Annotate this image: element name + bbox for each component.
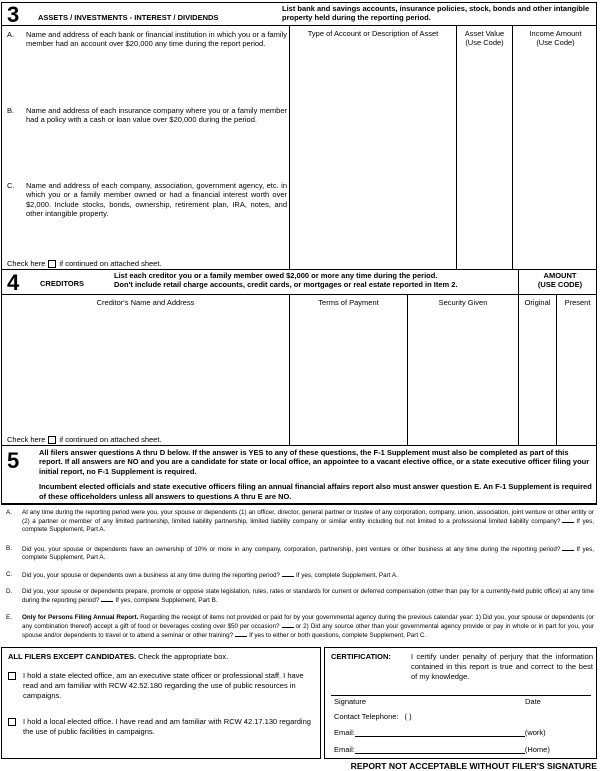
question-letter: A. (6, 509, 12, 516)
question-text (22, 588, 594, 605)
question-text (22, 509, 594, 535)
section4-instructions (114, 271, 519, 290)
section5-instructions (39, 448, 594, 507)
question-body: Did you, your spouse or dependents own a business at any time during the reporting period? (22, 572, 280, 579)
item-letter: A. (7, 30, 15, 39)
item-letter: B. (7, 106, 15, 115)
question-letter: B. (6, 545, 12, 552)
option-text: I hold a local elected office. I have read and am familiar with RCW 42.17.130 regarding the use of public facilities in campaigns. (23, 717, 311, 736)
section5-header (2, 446, 596, 504)
question-text (22, 614, 594, 641)
asset-item-c (7, 181, 287, 219)
question-bold: Only for Persons Filing Annual Report. (22, 614, 139, 621)
section3-number: 3 (7, 2, 20, 27)
answer-blank-1[interactable] (282, 622, 294, 628)
divider (407, 295, 408, 445)
instruction-line: List each creditor you or a family member owed $2,000 or more any time during the period. (114, 271, 438, 280)
filer-option-local (8, 717, 316, 737)
filers-title-bold: ALL FILERS EXCEPT CANDIDATES. (8, 652, 137, 661)
asset-item-a (7, 30, 287, 49)
amount-label: AMOUNT (543, 271, 577, 280)
col-value-header: Asset Value (Use Code) (464, 29, 505, 48)
col-terms-header: Terms of Payment (318, 298, 379, 307)
section3-instructions: List bank and savings accounts, insurance policies, stock, bonds and other intangible property held during the reporting period. (282, 4, 590, 22)
asset-item-b (7, 106, 287, 125)
divider (456, 26, 457, 269)
question-c (6, 571, 594, 580)
signature-label: Signature (334, 697, 367, 706)
check-here-label: Check here (7, 259, 46, 268)
filer-option-state (8, 671, 316, 700)
question-mid: or 2) Did any source other than your governmental agency provide or pay in whole or in part for you, your spouse and/or dependents to travel or to attend a seminar or other training? (22, 623, 594, 640)
instruction-line: Don't include retail charge accounts, credit cards, or mortgages or real estate reported in Item 2. (114, 280, 458, 290)
question-tail: If yes to either or both questions, complete Supplement, Part C. (249, 632, 427, 640)
filers-title-rest: Check the appropriate box. (138, 652, 229, 661)
question-letter: E. (6, 614, 12, 621)
divider (556, 295, 557, 445)
answer-blank[interactable] (562, 517, 574, 523)
question-a (6, 509, 594, 535)
email-label: Email: (334, 745, 355, 754)
home-email-field[interactable] (355, 746, 525, 754)
form-frame (1, 2, 597, 505)
item-letter: C. (7, 181, 15, 190)
certification-text: I certify under penalty of perjury that the information contained in this report is true and correct to the best of my knowledge. (411, 652, 593, 681)
section5-number: 5 (7, 448, 20, 473)
instruction-paragraph: Incumbent elected officials and state executive officers filing an annual financial affairs report also must answer question E. An F-1 Supplement is required of these officeholders unless all answers to questions A thru E are NO. (39, 482, 592, 501)
divider (518, 295, 519, 445)
continued-checkbox[interactable] (48, 260, 56, 268)
answer-blank[interactable] (101, 596, 113, 602)
answer-blank-2[interactable] (235, 631, 247, 637)
question-e (6, 614, 594, 641)
phone-field[interactable]: ( ) (404, 712, 412, 721)
filers-box (1, 647, 321, 759)
col-income-header: Income Amount (Use Code) (529, 29, 582, 48)
divider (512, 26, 513, 269)
amount-code: (USE CODE) (537, 280, 583, 290)
question-body: Did you, your spouse or dependents have an ownership of 10% or more in any company, corporation, partnership, joint venture or other business at any time during the reporting period? (22, 546, 561, 553)
date-label: Date (525, 697, 541, 706)
item-text: Name and address of each insurance company where you or a family member had a policy with a cash or loan value over $20,000 during the period. (26, 106, 287, 125)
item-text: Name and address of each bank or financial institution in which you or a family member had an account over $20,000 any time during the report period. (26, 30, 287, 49)
question-tail: If yes, complete Supplement, Part A. (295, 572, 398, 579)
question-tail: If yes, complete Supplement, Part A. (22, 518, 594, 534)
question-body: Regarding the receipt of items not provided or paid for by your governmental agency during the previous calendar year: 1) Did you, your spouse or dependents (or any combination thereof) accept a gift of food or beverages costing over $50 per occasion? (22, 614, 594, 631)
item-text: Name and address of each company, association, government agency, etc. in which you or a family member owned or had a financial interest worth over $2,000. Include stocks, bonds, ownership, retirement plan, IRA, notes, and other intangible property. (26, 181, 287, 219)
certification-label: CERTIFICATION: (331, 652, 391, 661)
col-type-header: Type of Account or Description of Asset (307, 29, 439, 38)
check-here-label: Check here (7, 435, 46, 444)
filers-title (8, 652, 228, 661)
section3-header (2, 3, 596, 26)
question-b (6, 545, 594, 562)
email-label: Email: (334, 728, 355, 737)
answer-blank[interactable] (282, 571, 294, 577)
question-tail: If yes, complete Supplement, Part B. (115, 597, 218, 605)
amount-header (522, 271, 598, 290)
answer-blank[interactable] (562, 545, 574, 551)
check-here-rest: if continued on attached sheet. (59, 259, 162, 268)
question-d (6, 588, 594, 605)
section3-title: ASSETS / INVESTMENTS - INTEREST / DIVIDENDS (38, 13, 219, 22)
signature-line[interactable] (331, 695, 591, 696)
divider (289, 295, 290, 445)
option-text: I hold a state elected office, am an executive state officer or professional staff. I have read and am familiar with RCW 42.52.180 regarding the use of public resources in campaigns. (23, 671, 304, 700)
section4-title: CREDITORS (40, 279, 85, 288)
col-present-header: Present (564, 298, 591, 307)
work-email-field[interactable] (355, 729, 525, 737)
col-security-header: Security Given (438, 298, 488, 307)
section4-header (2, 270, 596, 295)
continued-check-3 (7, 259, 162, 268)
question-text (22, 571, 594, 580)
signature-required-notice: REPORT NOT ACCEPTABLE WITHOUT FILER'S SIGNATURE (350, 761, 597, 771)
work-label: (work) (524, 728, 546, 737)
section4-number: 4 (7, 270, 20, 295)
question-letter: C. (6, 571, 13, 578)
work-email-row (334, 728, 546, 737)
local-office-checkbox[interactable] (8, 718, 16, 726)
certification-box (324, 647, 597, 759)
question-letter: D. (6, 588, 13, 595)
divider (518, 270, 519, 294)
continued-checkbox[interactable] (48, 436, 56, 444)
divider (289, 26, 290, 269)
home-label: (Home) (524, 745, 550, 754)
phone-row (334, 712, 412, 721)
question-body: At any time during the reporting period were you, your spouse or dependents (1) an officer, director, general partner or trustee of any corporation, company, union, association, joint venture or other entity or (2) a partner or member of any limited partnership, limited liability partnership, limited liability company or similar entity including but not limited to a professional limited liability company? (22, 509, 594, 526)
section4-table (2, 295, 596, 446)
question-tail: If yes, complete Supplement, Part A. (22, 546, 594, 562)
check-here-rest: if continued on attached sheet. (59, 435, 162, 444)
question-text (22, 545, 594, 562)
phone-label: Contact Telephone: (334, 712, 399, 721)
section3-table (2, 26, 596, 270)
home-email-row (334, 745, 550, 754)
state-office-checkbox[interactable] (8, 672, 16, 680)
question-body: Did you, your spouse or dependents prepare, promote or oppose state legislation, rules, rates or standards for current or deferred compensation (other than pay for a currently-held public office) at any time during the reporting period? (22, 588, 594, 605)
col-original-header: Original (524, 298, 551, 307)
continued-check-4 (7, 435, 162, 444)
col-creditor-header: Creditor's Name and Address (96, 298, 195, 307)
instruction-paragraph: All filers answer questions A thru D below. If the answer is YES to any of these questions, the F-1 Supplement must also be completed as part of this report. If all answers are NO and you are a candidate for state or local office, an appointee to a vacant elective office, or a state executive officer filing your initial report, no F-1 Supplement is required. (39, 448, 590, 476)
